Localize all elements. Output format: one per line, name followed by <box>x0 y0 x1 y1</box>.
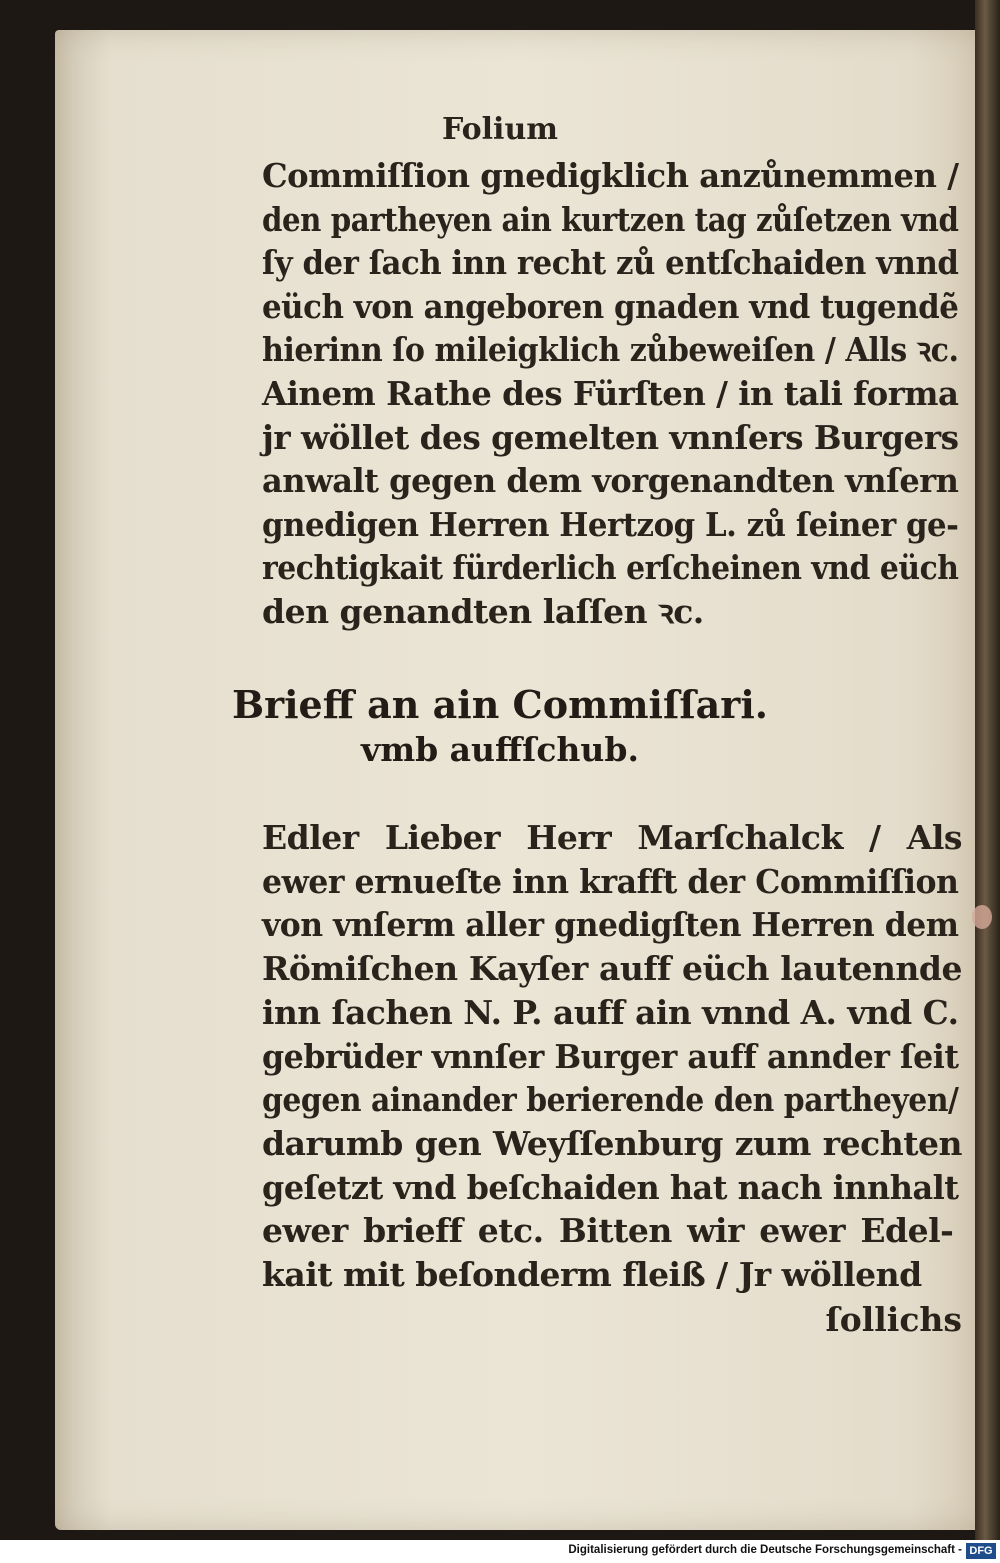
text-line: Ainem Rathe des Fürſten / in tali forma <box>262 374 959 413</box>
text-line-wrap <box>262 461 962 501</box>
text-line: gnedigen Herren Hertzog L. zů ſeiner ge- <box>262 504 959 544</box>
text-line-wrap <box>262 949 962 989</box>
text-line-wrap <box>262 243 962 283</box>
text-line: den partheyen ain kurtzen tag zůſetzen vnd <box>262 199 959 239</box>
text-line-wrap <box>262 374 962 414</box>
text-line-wrap <box>262 505 962 545</box>
catchword: ſollichs <box>825 1300 962 1339</box>
text-line-wrap <box>262 1255 962 1295</box>
text-line-wrap <box>262 418 962 458</box>
text-line: hierinn ſo mileigklich zůbeweiſen / Alls ꝛc. <box>262 330 959 370</box>
text-line: ewer brieff etc. Bitten wir ewer Edel- <box>262 1211 954 1251</box>
text-line-wrap <box>262 287 962 327</box>
text-line-wrap <box>262 1080 962 1120</box>
funding-credit: Digitalisierung gefördert durch die Deutsche Forschungsgemeinschaft - <box>568 1544 962 1556</box>
text-line-wrap <box>262 330 962 370</box>
paper-stain <box>972 905 992 929</box>
page-header: Folium <box>441 112 558 147</box>
text-line-wrap <box>262 993 962 1033</box>
text-line: Commiſſion gnedigklich anzůnemmen / <box>262 156 959 195</box>
text-line: jr wöllet des gemelten vnnſers Burgers <box>262 417 959 457</box>
text-line-wrap <box>262 1168 962 1208</box>
section-subheading: vmb auffſchub. <box>361 730 639 769</box>
text-line: eüch von angeboren gnaden vnd tugendẽ <box>262 286 959 326</box>
text-line-wrap <box>262 818 962 858</box>
text-line: anwalt gegen dem vorgenandten vnſern <box>262 461 959 501</box>
text-line: Edler Lieber Herr Marſchalck / Als <box>262 818 962 857</box>
text-line: von vnſerm aller gnedigſten Herren dem <box>262 905 959 945</box>
text-line-wrap <box>262 548 962 588</box>
text-line: gebrüder vnnſer Burger auff annder ſeit <box>262 1036 959 1076</box>
text-line: Römiſchen Kayſer auff eüch lautennde <box>262 949 962 989</box>
text-line: gegen ainander berierende den partheyen/ <box>262 1080 959 1120</box>
text-line: rechtigkait fürderlich erſcheinen vnd eüch <box>262 548 959 588</box>
text-line-wrap <box>262 905 962 945</box>
dfg-logo: DFG <box>966 1543 996 1559</box>
text-line: ewer ernueſte inn krafft der Commiſſion <box>262 861 959 901</box>
text-line-wrap <box>262 592 962 632</box>
text-line-wrap <box>262 1124 962 1164</box>
text-line: ſy der ſach inn recht zů entſchaiden vnnd <box>262 243 959 283</box>
text-line-wrap <box>262 200 962 240</box>
book-cover-edge <box>975 0 1000 1540</box>
section-heading: Brieff an ain Commiſſari. <box>231 682 768 727</box>
footer-bar <box>0 1540 1000 1563</box>
text-line: kait mit beſonderm fleiß / Jr wöllend <box>262 1255 922 1294</box>
text-line-wrap <box>262 1037 962 1077</box>
text-line: den genandten laſſen ꝛc. <box>262 592 704 631</box>
text-line: inn ſachen N. P. auff ain vnnd A. vnd C. <box>262 992 959 1032</box>
text-line-wrap <box>262 156 962 196</box>
text-line: darumb gen Weyſſenburg zum rechten <box>262 1123 962 1163</box>
text-line: geſetzt vnd beſchaiden hat nach innhalt <box>262 1167 959 1207</box>
text-line-wrap <box>262 862 962 902</box>
text-line-wrap <box>262 1211 962 1251</box>
